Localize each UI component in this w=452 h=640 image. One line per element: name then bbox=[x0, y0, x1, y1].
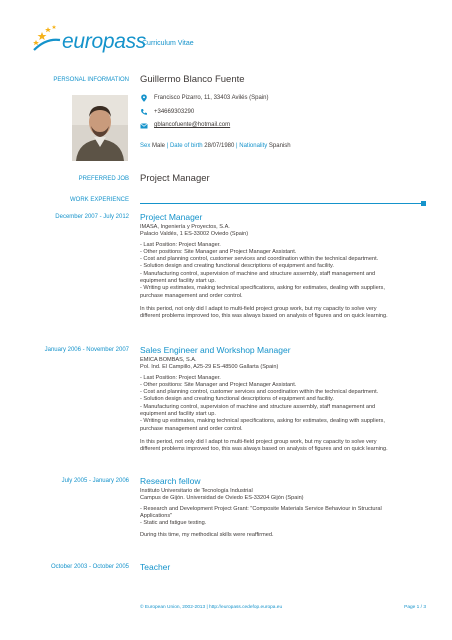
email-icon bbox=[140, 122, 148, 130]
work-note: In this period, not only did I adapt to multi-field project group work, but my capacity to solve very different problems improved too, this was always based on analysis of figures and on quick learning. bbox=[140, 438, 388, 453]
work-details bbox=[140, 345, 430, 454]
dob-value: 28/07/1980 bbox=[204, 143, 235, 149]
work-title: Research fellow bbox=[140, 476, 201, 486]
work-duties: - Research and Development Project Grant: "Composite Materials Service Behaviour in Structural Applications" - Static and fatigue testing. bbox=[140, 505, 382, 527]
sex-value: Male bbox=[152, 143, 166, 149]
location-pin-icon bbox=[140, 94, 148, 102]
work-duties: - Last Position: Project Manager. - Other positions: Site Manager and Project Manager Assistant. - Cost and planning control, customer services and coordination within the technical department. - Solution design and creating functional descriptions of equipment and facility. - Manufacturing control, supervision of machine and structure assembly, staff management and equipment and facility start up. - Writing up estimates, making technical specifications, asking for estimates, dealing with suppliers, purchase management and order control. bbox=[140, 374, 385, 432]
nationality-value: Spanish bbox=[268, 143, 291, 149]
work-duties: - Last Position: Project Manager. - Other positions: Site Manager and Project Manager Assistant. - Cost and planning control, customer services and coordination within the technical department. - Solution design and creating functional descriptions of equipment and facility. - Manufacturing control, supervision of machine and structure assembly, staff management and equipment and facility start up. - Writing up estimates, making technical specifications, asking for estimates, dealing with suppliers, purchase management and order control. bbox=[140, 241, 385, 299]
personal-details bbox=[140, 143, 430, 149]
work-details bbox=[140, 212, 430, 321]
email-link[interactable]: gblancofuente@hotmail.com bbox=[154, 122, 231, 128]
dob-label: Date of birth bbox=[169, 143, 203, 149]
preferred-job-value: Project Manager bbox=[140, 173, 210, 184]
section-divider bbox=[140, 203, 426, 204]
work-experience-label: WORK EXPERIENCE bbox=[69, 197, 129, 203]
personal-info-label: PERSONAL INFORMATION bbox=[53, 77, 129, 83]
document-title: Curriculum Vitae bbox=[142, 40, 194, 47]
work-note: In this period, not only did I adapt to multi-field project group work, but my capacity to solve very different problems improved too, this was always based on analysis of figures and on quick learning. bbox=[140, 305, 388, 320]
address-text: Francisco Pizarro, 11, 33403 Avilés (Spain) bbox=[154, 95, 269, 101]
page-number: Page 1 / 3 bbox=[404, 605, 426, 610]
section-marker bbox=[421, 201, 426, 206]
work-title: Sales Engineer and Workshop Manager bbox=[140, 345, 291, 355]
work-title: Teacher bbox=[140, 562, 171, 572]
work-employer: IMASA, Ingeniería y Proyectos, S.A. Palacio Valdés, 1 ES-33002 Oviedo (Spain) bbox=[140, 224, 249, 238]
europass-wordmark: europass bbox=[62, 30, 146, 53]
nationality-label: Nationality bbox=[239, 143, 268, 149]
work-date: January 2006 - November 2007 bbox=[44, 347, 129, 353]
work-title: Project Manager bbox=[140, 212, 203, 222]
header bbox=[32, 24, 432, 60]
work-employer: EMICA BOMBAS, S.A. Pol. Ind. El Campillo, A25-29 ES-48500 Gallarta (Spain) bbox=[140, 357, 279, 371]
separator: | bbox=[166, 143, 169, 149]
sex-label: Sex bbox=[140, 143, 151, 149]
work-employer: Instituto Universitario de Tecnología Industrial Campus de Gijón. Universidad de Oviedo ES-33204 Gijón (Spain) bbox=[140, 488, 304, 502]
work-details bbox=[140, 476, 430, 540]
work-note: During this time, my methodical skills were reaffirmed. bbox=[140, 532, 274, 539]
profile-photo bbox=[72, 95, 128, 161]
full-name: Guillermo Blanco Fuente bbox=[140, 74, 245, 85]
phone-icon bbox=[140, 108, 148, 116]
work-details bbox=[140, 562, 430, 572]
footer-copyright: © European Union, 2002-2013 | http://europass.cedefop.europa.eu bbox=[140, 605, 283, 610]
work-date: July 2005 - January 2006 bbox=[61, 478, 129, 484]
separator: | bbox=[236, 143, 238, 149]
swoosh-icon bbox=[34, 40, 60, 50]
work-date: December 2007 - July 2012 bbox=[55, 214, 129, 220]
work-date: October 2003 - October 2005 bbox=[50, 564, 129, 570]
phone-text: +34669303290 bbox=[154, 109, 195, 115]
preferred-job-label: PREFERRED JOB bbox=[78, 176, 129, 182]
